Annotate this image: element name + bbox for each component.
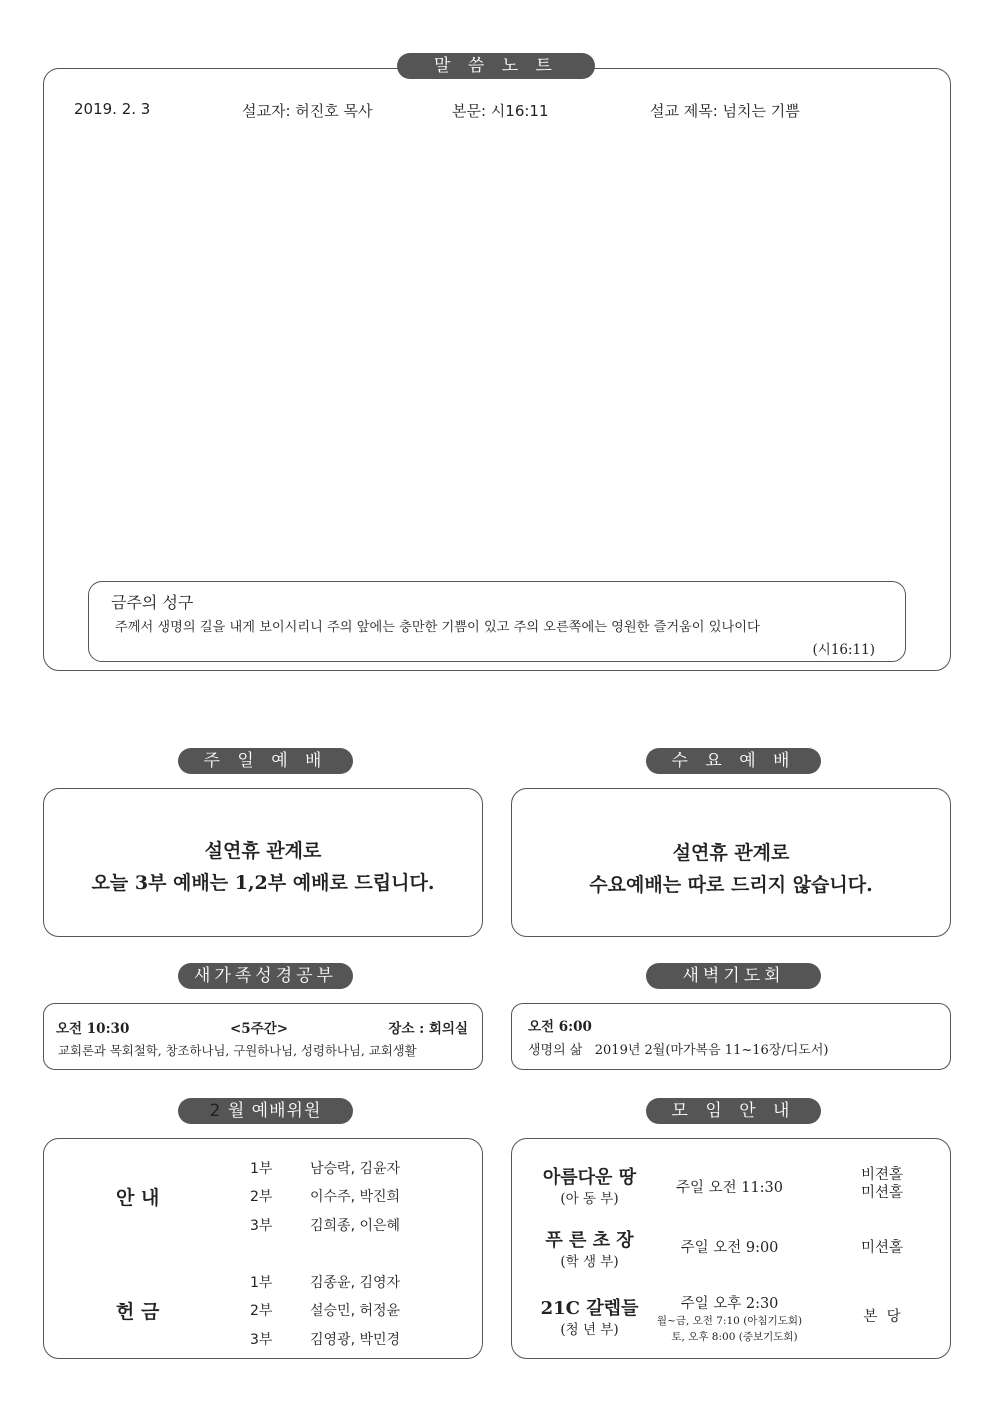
meeting-place: 미션홀 <box>860 1185 904 1201</box>
sermon-scripture: 본문: 시16:11 <box>452 102 549 120</box>
meeting-place: 미션홀 <box>860 1240 904 1256</box>
worship-staff-title: 월 예배위원 <box>221 1101 322 1121</box>
staff-service: 2부 <box>250 1189 273 1205</box>
sunday-line2: 오늘 3부 예배는 1,2부 예배로 드립니다. <box>91 872 435 894</box>
meetings-header: 모 임 안 내 <box>646 1098 821 1124</box>
staff-service: 1부 <box>250 1161 273 1177</box>
weekly-verse-text: 주께서 생명의 길을 내게 보이시리니 주의 앞에는 충만한 기쁨이 있고 주의 오른쪽에는 영원한 즐거움이 있나이다 <box>115 620 760 635</box>
sunday-worship-header: 주 일 예 배 <box>178 748 353 774</box>
staff-service: 1부 <box>250 1275 273 1291</box>
staff-names: 김희종, 이은혜 <box>310 1218 401 1234</box>
dawn-prayer-material: 생명의 삶 2019년 2월(마가복음 11~16장/디도서) <box>528 1043 829 1058</box>
wednesday-worship-header: 수 요 예 배 <box>646 748 821 774</box>
staff-service: 3부 <box>250 1218 273 1234</box>
weekly-verse-box <box>88 581 906 662</box>
meeting-time: 주일 오전 11:30 <box>675 1180 784 1196</box>
worship-staff-box <box>43 1138 483 1359</box>
sermon-preacher: 설교자: 허진호 목사 <box>242 102 373 120</box>
meeting-sub: (아 동 부) <box>560 1191 619 1207</box>
meeting-sub: (청 년 부) <box>560 1322 619 1338</box>
sermon-note-header: 말 씀 노 트 <box>397 53 595 79</box>
meeting-name: 21C 갈렙들 <box>540 1298 639 1319</box>
weekly-verse-label: 금주의 성구 <box>111 593 194 612</box>
staff-service: 3부 <box>250 1332 273 1348</box>
meeting-time: 주일 오전 9:00 <box>680 1240 779 1256</box>
meeting-sub: (학 생 부) <box>560 1254 619 1270</box>
staff-service: 2부 <box>250 1303 273 1319</box>
staff-names: 이수주, 박진희 <box>310 1189 401 1205</box>
family-bible-duration: <5주간> <box>230 1021 289 1037</box>
worship-staff-month: 2 <box>209 1101 222 1121</box>
dawn-prayer-header: 새벽기도회 <box>646 963 821 989</box>
staff-role-usher: 안 내 <box>116 1187 160 1209</box>
meeting-name: 푸 른 초 장 <box>545 1230 634 1251</box>
dawn-prayer-box <box>511 1003 951 1070</box>
staff-names: 김영광, 박민경 <box>310 1332 401 1348</box>
meeting-name: 아름다운 땅 <box>542 1167 637 1188</box>
wednesday-worship-box <box>511 788 951 937</box>
meetings-box <box>511 1138 951 1359</box>
staff-names: 설승민, 허정윤 <box>310 1303 401 1319</box>
sunday-worship-box <box>43 788 483 937</box>
staff-names: 김종윤, 김영자 <box>310 1275 401 1291</box>
family-bible-place: 장소 : 회의실 <box>388 1021 468 1037</box>
sermon-title: 설교 제목: 넘치는 기쁨 <box>650 102 800 120</box>
meeting-extra: 토, 오후 8:00 (중보기도회) <box>671 1331 798 1343</box>
meeting-time: 주일 오후 2:30 <box>680 1296 779 1312</box>
meeting-place: 비젼홀 <box>860 1167 904 1183</box>
meeting-place: 본 당 <box>863 1309 901 1325</box>
meeting-extra: 월~금, 오전 7:10 (아침기도회) <box>656 1315 803 1327</box>
wednesday-line1: 설연휴 관계로 <box>672 842 790 864</box>
staff-role-offering: 헌 금 <box>116 1301 160 1323</box>
sermon-date: 2019. 2. 3 <box>74 100 151 118</box>
family-bible-time: 오전 10:30 <box>56 1021 130 1037</box>
dawn-prayer-time: 오전 6:00 <box>528 1019 592 1035</box>
staff-names: 남승락, 김윤자 <box>310 1161 401 1177</box>
sunday-line1: 설연휴 관계로 <box>204 840 322 862</box>
family-bible-box <box>43 1003 483 1070</box>
weekly-verse-reference: (시16:11) <box>812 642 875 658</box>
family-bible-header: 새가족성경공부 <box>178 963 353 989</box>
wednesday-line2: 수요예배는 따로 드리지 않습니다. <box>589 874 873 896</box>
worship-staff-header <box>178 1098 353 1124</box>
family-bible-topics: 교회론과 목회철학, 창조하나님, 구원하나님, 성령하나님, 교회생활 <box>58 1043 417 1058</box>
